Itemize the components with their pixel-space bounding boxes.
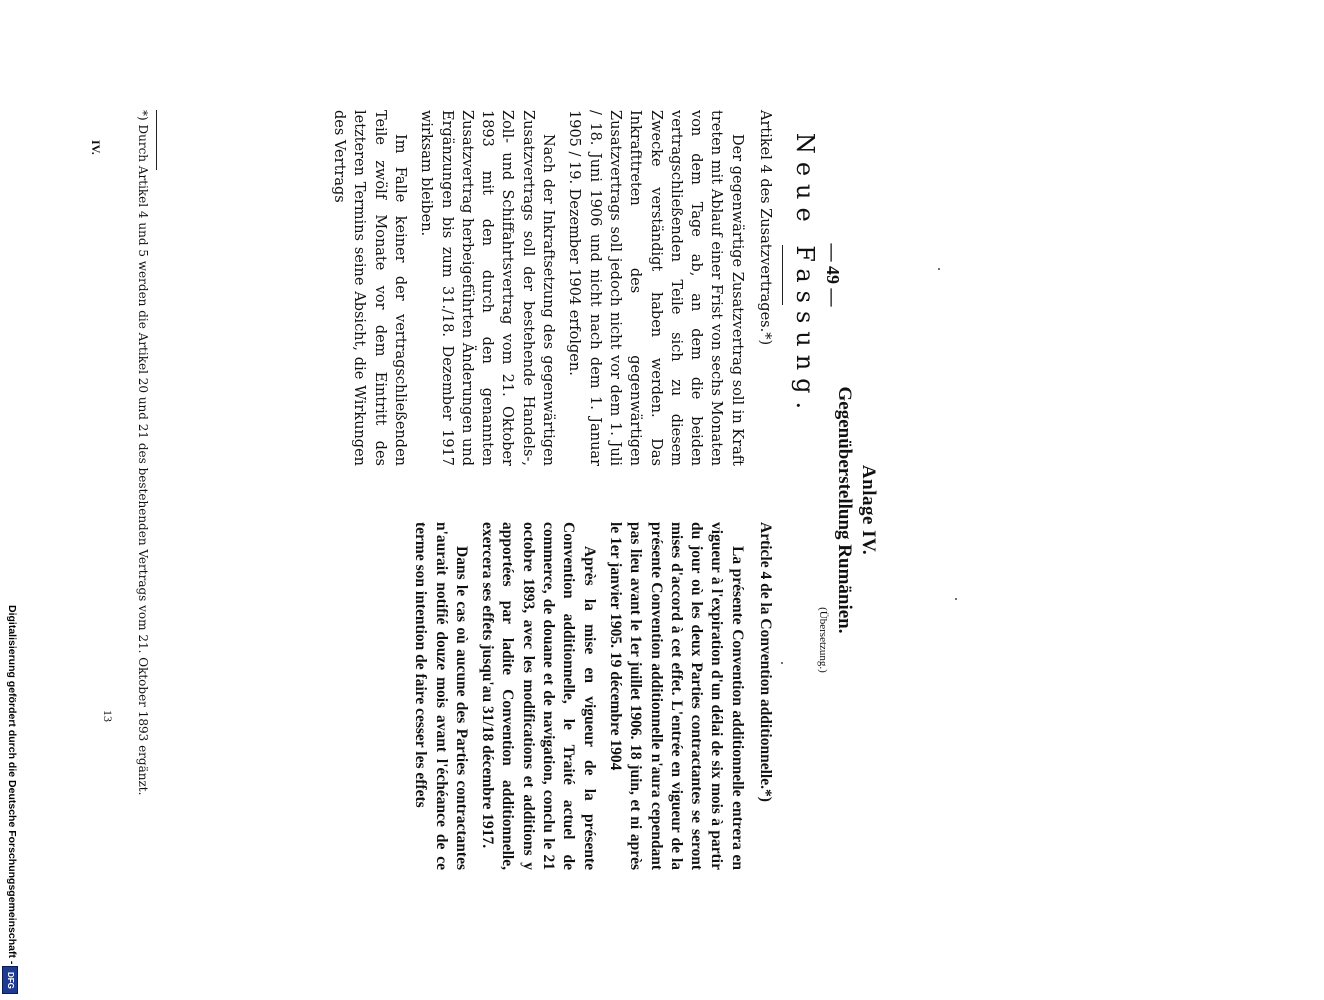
left-column-heading: Neue Fassung.	[791, 132, 819, 418]
german-article-heading: Artikel 4 des Zusatzvertrages.*)	[757, 110, 773, 346]
french-paragraph-2: Après la mise en vigueur de la présente Convention additionnelle, le Traité actuel de commerce, de douane et de navigation, conclu le 21 octobre 1893, avec les modifications et additions y apportées par ladite Convention additionnelle, exercera ses effets jusqu'au 31/18 décembre 1917.	[479, 522, 598, 870]
leaf-number: 13	[101, 710, 115, 722]
german-paragraph-1: Der gegenwärtige Zusatzvertrag soll in Kraft treten mit Ablauf einer Frist von sechs Monaten von dem Tage ab, an dem die beiden vertragschließenden Teile sich zu diesem Zwecke verständigt haben werden. Das Inkrafttreten des gegenwärtigen Zusatzvertrags soll jedoch nicht vor dem 1. Juli / 18. Juni 1906 und nicht nach dem 1. Januar 1905 / 19. Dezember 1904 erfolgen.	[566, 110, 745, 466]
page-subtitle: Gegenüberstellung Rumänien.	[834, 386, 855, 634]
translation-note: (Übersetzung.)	[817, 607, 829, 673]
page-number: — 49 —	[823, 243, 843, 307]
french-paragraph-3: Dans le cas où aucune des Parties contractantes n'aurait notifié douze mois avant l'échéance de ce terme son intention de faire cesser les effets	[412, 522, 470, 870]
heading-rule	[782, 245, 783, 305]
page-title: Anlage IV.	[858, 464, 879, 556]
document-page	[89, 110, 885, 910]
german-paragraph-2: Nach der Inkraftsetzung des gegenwärtigen Zusatzvertrags soll der bestehende Handels-, Zoll- und Schiffahrtsvertrag vom 21. Oktober 1893 mit den durch den genannten Zusatzvertrag herbeigeführten Änderungen und Ergänzungen bis zum 31./18. Dezember 1917 wirksam bleiben.	[418, 110, 557, 466]
digitization-credit: Digitalisierung gefördert durch die Deutsche Forschungsgemeinschaft -	[6, 605, 18, 965]
german-column	[323, 110, 775, 466]
dfg-logo: DFG	[2, 966, 18, 994]
scan-speck	[938, 268, 940, 270]
scan-speck	[781, 662, 783, 664]
french-paragraph-1: La présente Convention additionnelle entrera en vigueur à l'expiration d'un délai de six mois à partir du jour où les deux Parties contractantes se seront mises d'accord à cet effet. L'entrée en vigueur de la présente Convention additionnelle n'aura cependant pas lieu avant le 1er juillet 1906. 18 juin, et ni après le 1er janvier 1905. 19 décembre 1904	[606, 522, 746, 870]
german-paragraph-3: Im Falle keiner der vertragschließenden Teile zwölf Monate vor dem Eintritt des letzteren Termins seine Absicht, die Wirkungen des Vertrags	[331, 110, 408, 466]
signature-mark: IV.	[89, 140, 103, 155]
french-column	[404, 522, 775, 870]
footnote-rule	[156, 110, 157, 170]
footnote: *) Durch Artikel 4 und 5 werden die Artikel 20 und 21 des bestehenden Vertrags vom 21. Oktober 1893 ergänzt.	[136, 110, 150, 796]
french-article-heading: Article 4 de la Convention additionnelle.*)	[757, 522, 774, 802]
scan-speck	[955, 598, 957, 600]
